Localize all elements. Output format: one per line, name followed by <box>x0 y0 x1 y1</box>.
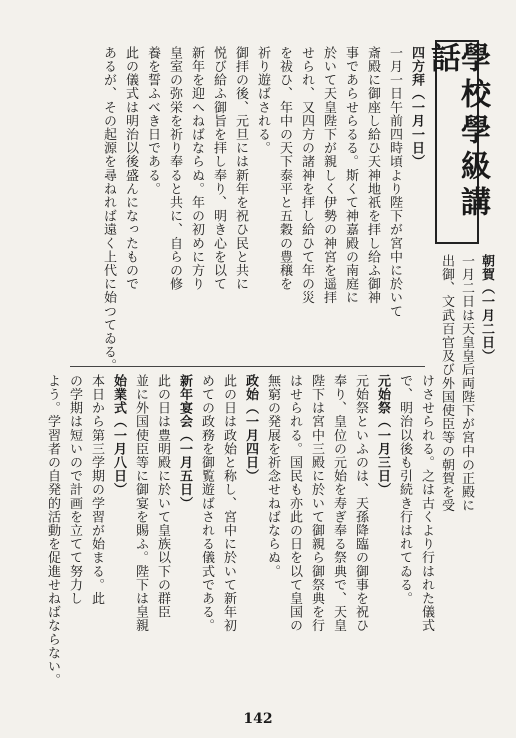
upper-line-11: 皇室の弥栄を祈り奉ると共に、自らの修 <box>167 46 182 291</box>
lower-line-12: 此の日は政始と称し、宮中に於いて新年初 <box>221 374 236 633</box>
upper-line-8: 御拝の後、元旦には新年を祝ひ民と共に <box>233 46 248 291</box>
lower-line-1: 一月二日は天皇皇后両陛下が宮中の正殿に <box>459 254 474 513</box>
upper-line-10: 新年を迎へねばならぬ。年の初めに方り <box>189 46 204 291</box>
upper-line-3: 事であらせらるる。斯くて神嘉殿の南庭に <box>343 46 358 305</box>
title-box <box>425 40 490 244</box>
upper-line-1: 一月一日午前四時頃より陛下が宮中に於いて <box>387 46 402 318</box>
lower-line-18: 本日から第三学期の学習が始まる。此 <box>89 374 104 606</box>
upper-line-4: 於いて天皇陛下が親しく伊勢の神宮を遥拝 <box>321 46 336 305</box>
lower-line-11: 政始（一月四日） <box>243 374 258 483</box>
lower-line-7: 奉り、皇位の元始を寿ぎ奉る祭典で、天皇 <box>331 374 346 633</box>
page-number: 142 <box>243 711 273 727</box>
upper-line-0: 四方拜（一月一日） <box>409 46 424 169</box>
lower-line-13: めての政務を御覧遊ばされる儀式である。 <box>199 374 214 633</box>
lower-line-9: はせられる。国民も亦此の日を以て皇国の <box>287 374 302 633</box>
lower-line-20: よう。学習者の自発的活動を促進せねばならない。 <box>45 374 60 687</box>
upper-line-2: 斎殿に御座し給ひ天神地祇を拝し给ふ御神 <box>365 46 380 305</box>
lower-line-10: 無窮の発展を祈念せねばならぬ。 <box>265 374 280 578</box>
upper-line-9: 悦び給ふ御旨を拝し奉り、明き心を以て <box>211 46 226 291</box>
upper-line-7: 祈り遊ばされる。 <box>255 46 270 155</box>
page-title: 學校學級講話 <box>425 42 490 222</box>
section-divider <box>70 366 425 367</box>
lower-line-5: 元始祭（一月三日） <box>375 374 390 497</box>
lower-line-17: 始業式（一月八日） <box>111 374 126 497</box>
lower-line-0: 朝賀（一月二日） <box>479 254 494 363</box>
lower-line-2: 出御、文武百官及び外国使臣等の朝賀を受 <box>439 254 454 513</box>
upper-line-12: 養を誓ふべき日である。 <box>145 46 160 196</box>
upper-line-13: 此の儀式は明治以後盛んになったもので <box>123 46 138 291</box>
upper-line-6: を祓ひ、年中の天下泰平と五穀の豊穣を <box>277 46 292 291</box>
lower-line-4: で、明治以後も引続き行はれてゐる。 <box>397 374 412 606</box>
lower-line-14: 新年宴会（一月五日） <box>177 374 192 510</box>
upper-line-5: せられ、又四方の諸神を拝し給ひて年の災 <box>299 46 314 305</box>
lower-line-16: 並に外国使臣等に御宴を賜ふ。陛下は皇親 <box>133 374 148 633</box>
lower-line-3: けさせられる。之は古くより行はれた儀式 <box>419 374 434 633</box>
lower-line-6: 元始祭といふのは、天孫降臨の御事を祝ひ <box>353 374 368 633</box>
lower-line-15: 此の日は豊明殿に於いて皇族以下の群臣 <box>155 374 170 619</box>
lower-line-19: の学期は短いので計画を立てて努力し <box>67 374 82 606</box>
upper-line-14: あるが、その起源を尋ねれば遠く上代に始つてゐる。 <box>101 46 116 373</box>
lower-line-8: 陛下は宮中三殿に於いて御親ら御祭典を行 <box>309 374 324 633</box>
